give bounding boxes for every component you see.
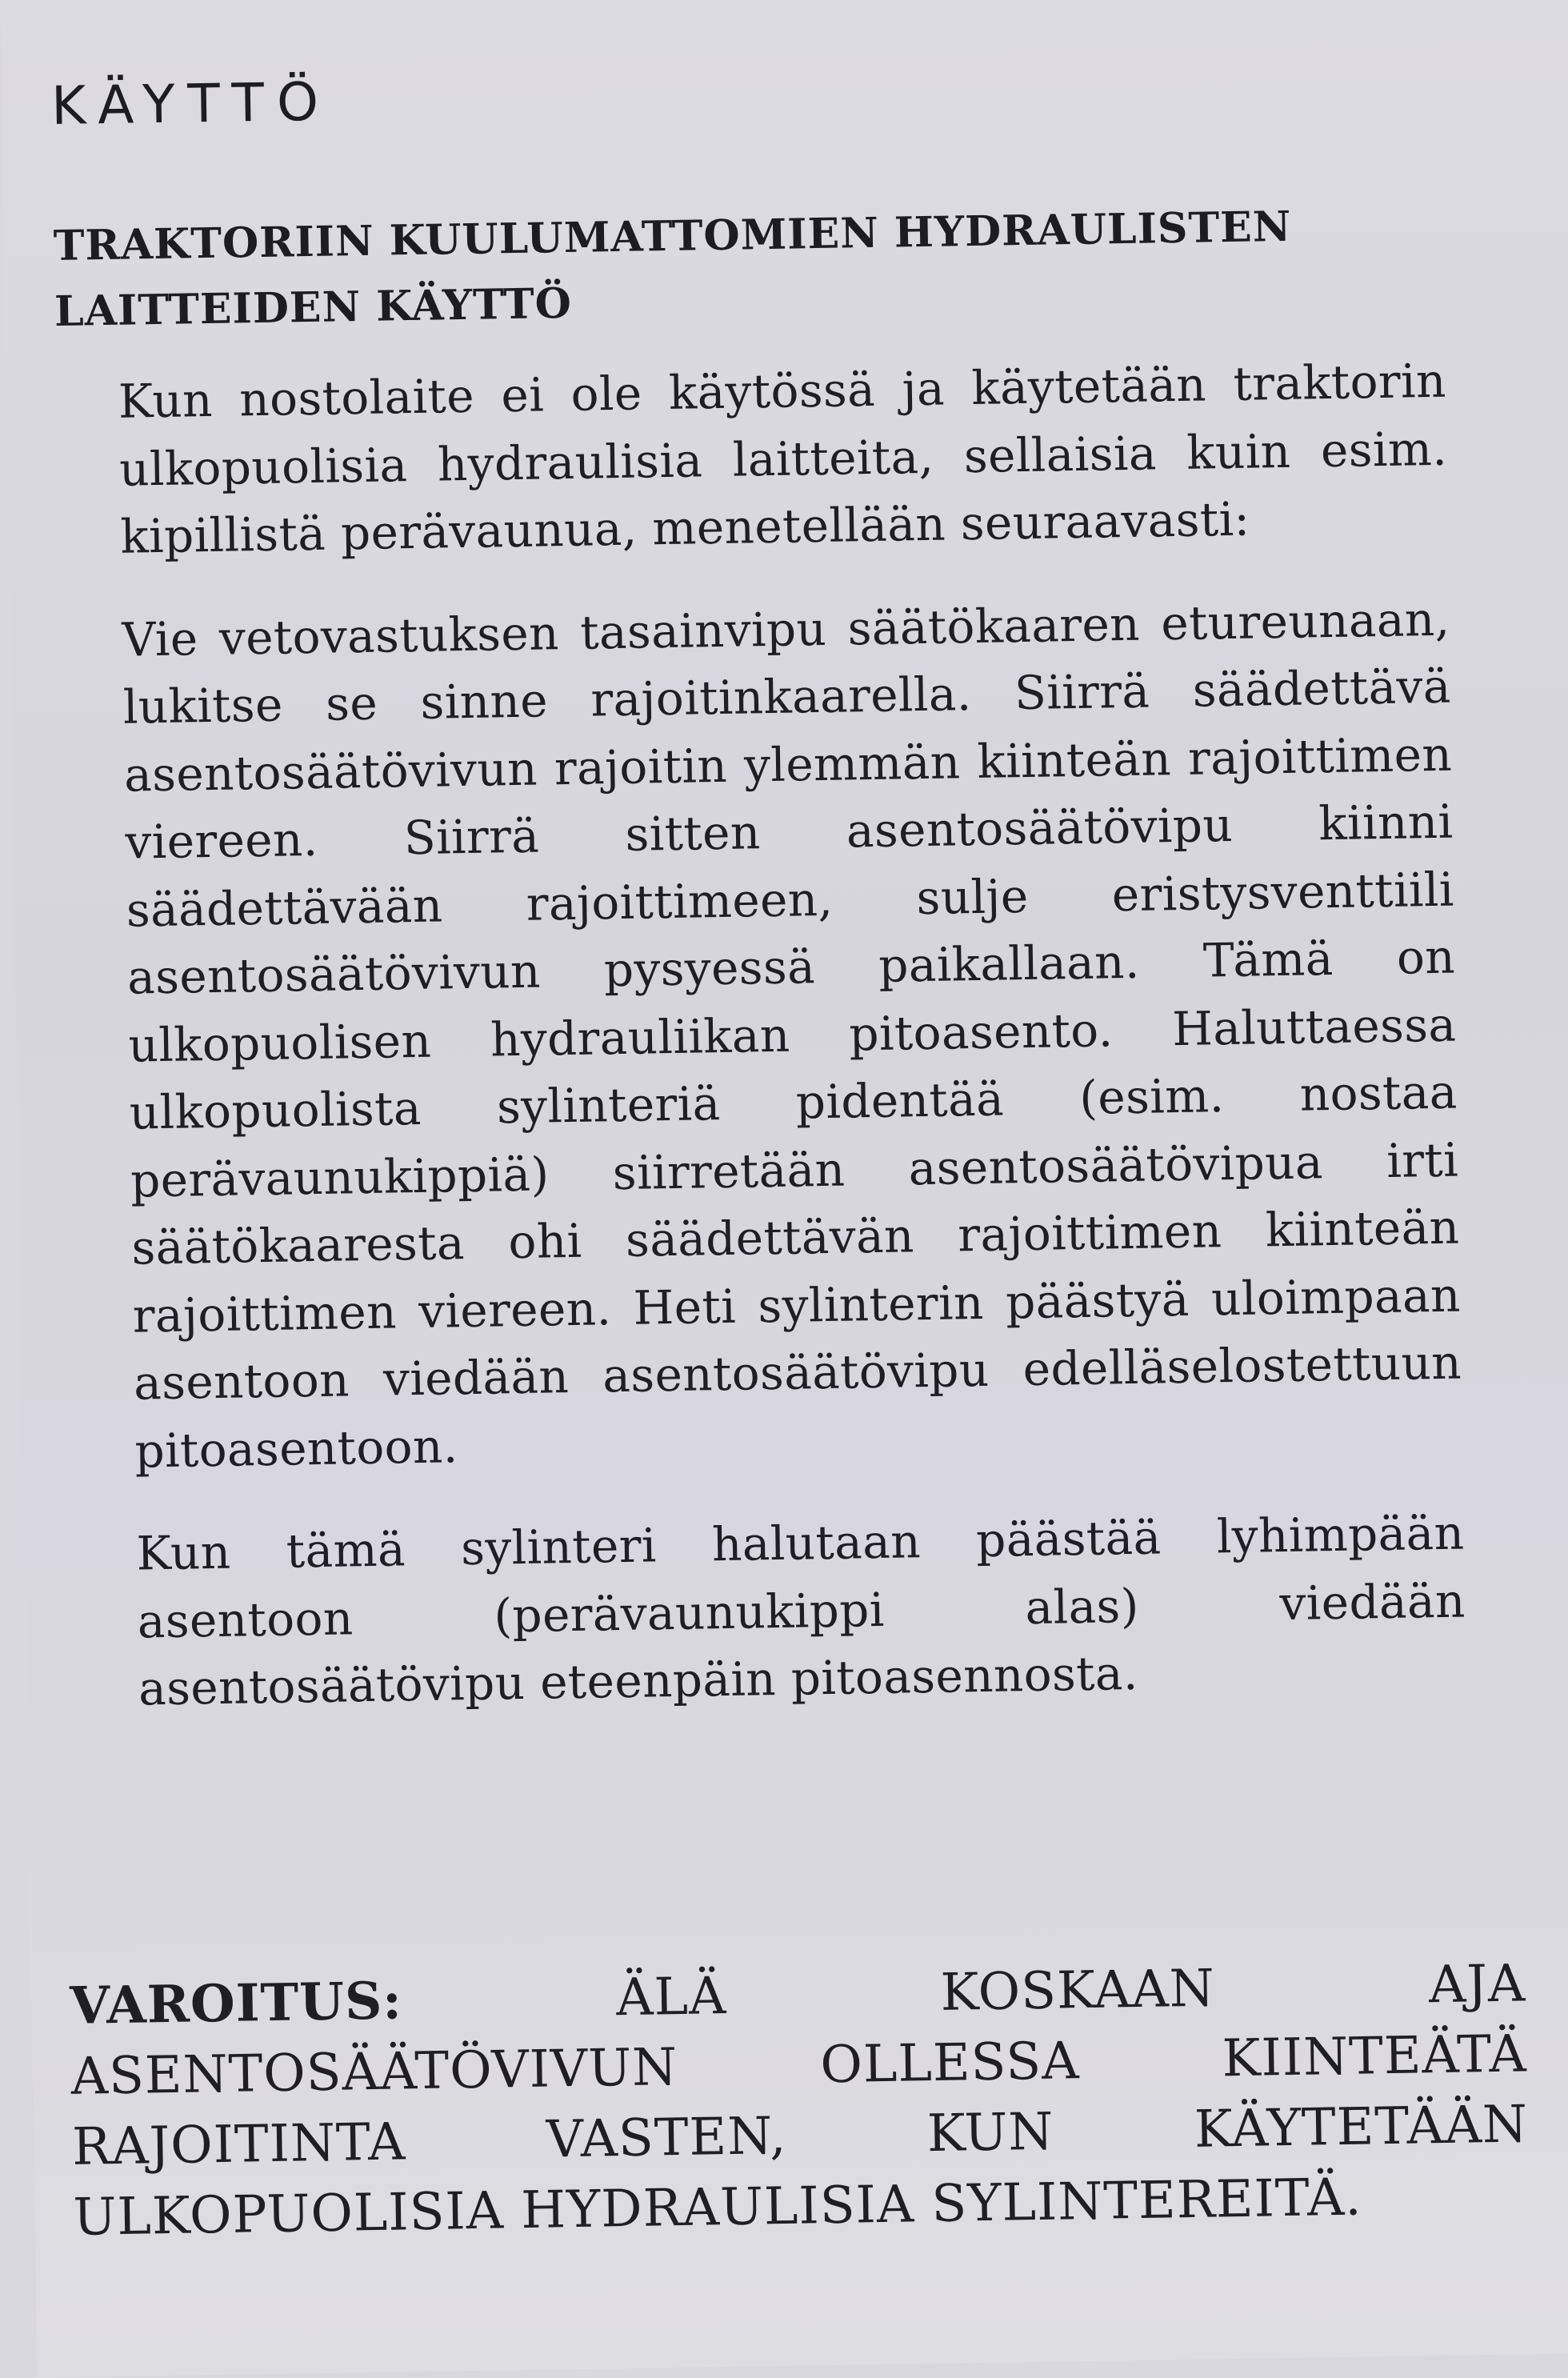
warning-block — [70, 1948, 1530, 2253]
subheading: TRAKTORIIN KUULUMATTOMIEN HYDRAULISTEN LAITTEIDEN KÄYTTÖ — [53, 202, 1292, 336]
paragraph-instructions: Vie vetovastuksen tasainvipu säätökaaren etureunaan, lukitse se sinne rajoitinkaarella. Siirrä säädettävä asentosäätövivun rajoitin ylemmän kiinteän rajoittimen viereen. Siirrä sitten asentosäätövipu kiinni säädettävään rajoittimeen, sulje eristysventtiili asentosäätövivun pysyessä paikallaan. Tämä on ulkopuolisen hydrauliikan pitoasento. Haluttaessa ulkopuolista sylinteriä pidentää (esim. nostaa perävaunukippiä) siirretään asentosäätövipua irti säätökaaresta ohi säädettävän rajoittimen kiinteän rajoittimen viereen. Heti sylinterin päästyä uloimpaan asentoon viedään asentosäätövipu edelläselostettuun pitoasentoon. — [122, 591, 1462, 1479]
section-header: KÄYTTÖ — [50, 70, 332, 138]
paragraph-lowering: Kun tämä sylinteri halutaan päästää lyhimpään asentoon (perävaunukippi alas) viedään asentosäätövipu eteenpäin pitoasennosta. — [135, 1505, 1466, 1716]
warning-label: VAROITUS: — [69, 1971, 403, 2036]
body-text — [118, 347, 1466, 1723]
warning-text: ÄLÄ KOSKAAN AJA ASENTOSÄÄTÖVIVUN OLLESSA KIINTEÄTÄ RAJOITINTA VASTEN, KUN KÄYTETÄÄN ULKOPUOLISIA HYDRAULISIA SYLINTEREITÄ. — [70, 1954, 1529, 2248]
paragraph-intro: Kun nostolaite ei ole käytössä ja käytetään traktorin ulkopuolisia hydraulisia laitteita, sellaisia kuin esim. kipillistä perävaunua, menetellään seuraavasti: — [118, 353, 1448, 564]
